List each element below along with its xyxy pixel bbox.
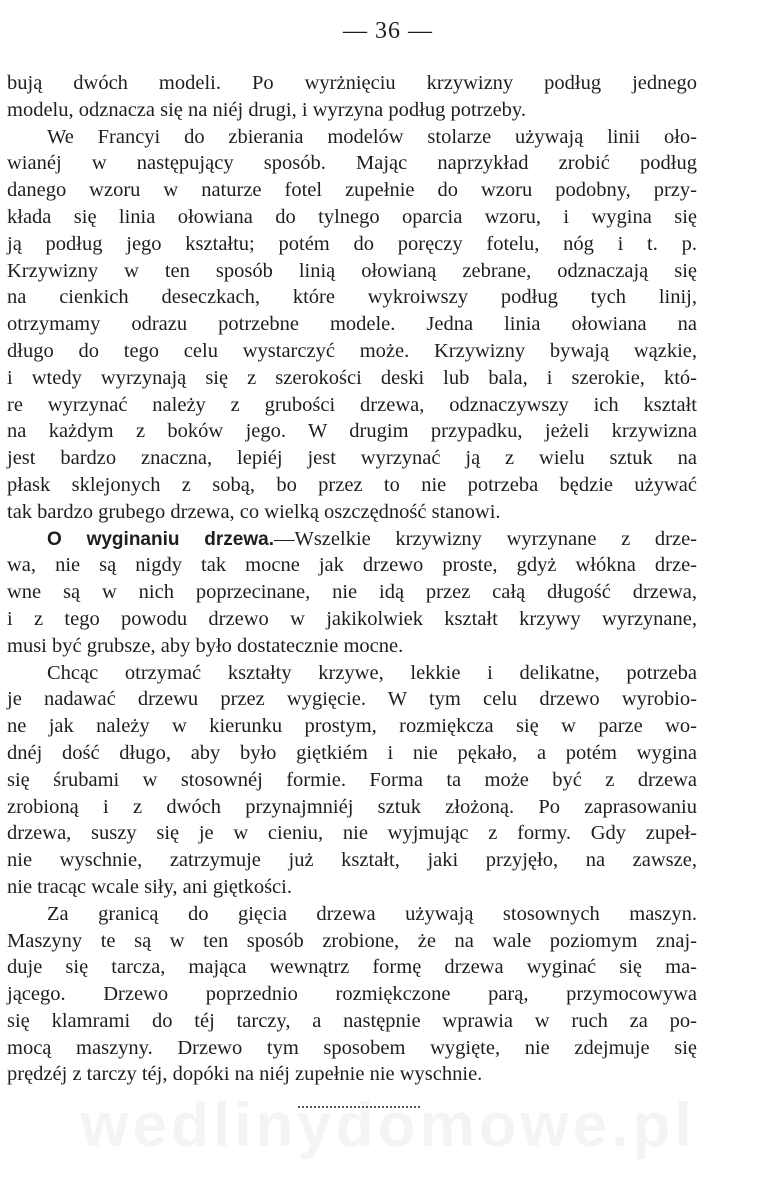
text-line [7,445,697,472]
line-text: ją podług jego kształtu; potém do poręczy fotelu, nóg i t. p. [7,232,697,255]
text-line [7,311,697,338]
line-text: wne są w nich poprzecinane, nie idą przez całą długość drzewa, [7,581,697,604]
text-line [7,499,697,526]
text-line [7,767,697,794]
text-line [7,606,697,633]
text-line [7,686,697,713]
text-line [7,526,697,553]
line-text: Krzywizny w ten sposób linią ołowianą zebrane, odznaczają się [7,259,697,282]
watermark [0,1090,776,1161]
text-line [7,365,697,392]
line-text: na każdym z boków jego. W drugim przypadku, jeżeli krzywizna [7,420,697,443]
line-text: re wyrzynać należy z grubości drzewa, odznaczywszy ich kształt [7,393,697,416]
paragraph [7,526,697,660]
text-line [7,231,697,258]
text-line [7,472,697,499]
line-text: prędzéj z tarczy téj, dopóki na niéj zupełnie nie wyschnie. [7,1063,483,1086]
line-text: się śrubami w stosownéj formie. Forma ta może być z drzewa [7,768,697,791]
line-text: zrobioną i z dwóch przynajmniéj sztuk złożoną. Po zaprasowaniu [7,795,697,818]
page-number: — 36 — [343,18,433,44]
text-line [7,70,697,97]
line-text: Chcąc otrzymać kształty krzywe, lekkie i delikatne, potrzeba [47,661,697,684]
line-text: nie wyschnie, zatrzymuje już kształt, jaki przyjęło, na zawsze, [7,849,697,872]
line-text: wianéj w następujący sposób. Mając naprzykład zrobić podług [7,152,697,175]
text-line [7,847,697,874]
line-text: Maszyny te są w ten sposób zrobione, że na wale poziomym znaj- [7,929,697,952]
line-text: duje się tarcza, mająca wewnątrz formę drzewa wyginać się ma- [7,956,697,979]
text-line [7,633,697,660]
body-text [7,70,697,1088]
text-line [7,177,697,204]
text-line [7,97,697,124]
line-text: i z tego powodu drzewo w jakikolwiek kształt krzywy wyrzynane, [7,607,697,630]
line-text: na cienkich deseczkach, które wykroiwszy podług tych linij, [7,286,697,309]
line-text: kłada się linia ołowiana do tylnego oparcia wzoru, i wygina się [7,205,697,228]
text-line [7,392,697,419]
text-line [7,1008,697,1035]
paragraph [7,70,697,124]
text-line [7,981,697,1008]
text-line [7,284,697,311]
line-text: wa, nie są nigdy tak mocne jak drzewo proste, gdyż włókna drze- [7,554,697,577]
line-text: jest bardzo znaczna, lepiéj jest wyrzynać ją z wielu sztuk na [7,447,697,470]
line-text: drzewa, suszy się je w cieniu, nie wyjmując z formy. Gdy zupeł- [7,822,697,845]
line-text: długo do tego celu wystarczyć może. Krzywizny bywają wązkie, [7,339,697,362]
line-text: musi być grubsze, aby było dostatecznie mocne. [7,634,404,657]
line-text: danego wzoru w naturze fotel zupełnie do wzoru podobny, przy- [7,179,697,202]
text-line [7,660,697,687]
line-text: jącego. Drzewo poprzednio rozmiękczone parą, przymocowywa [7,983,697,1006]
text-line [7,418,697,445]
text-line [7,740,697,767]
text-line [7,150,697,177]
line-text: bują dwóch modeli. Po wyrżnięciu krzywizny podług jednego [7,72,697,94]
line-text: je nadawać drzewu przez wygięcie. W tym celu drzewo wyrobio- [7,688,697,711]
text-line [7,794,697,821]
line-text: i wtedy wyrzynają się z szerokości deski lub bala, i szerokie, któ- [7,366,697,389]
text-line [7,258,697,285]
text-line [7,874,697,901]
paragraph [7,660,697,901]
paragraph [7,124,697,526]
text-line [7,579,697,606]
line-text: nie tracąc wcale siły, ani giętkości. [7,875,292,898]
text-line [7,954,697,981]
line-text: —Wszelkie krzywizny wyrzynane z drze- [273,527,698,550]
text-line [7,1035,697,1062]
text-line [7,820,697,847]
line-text: płask sklejonych z sobą, bo przez to nie potrzeba będzie używać [7,473,697,496]
text-line [7,552,697,579]
line-text: się klamrami do téj tarczy, a następnie wprawia w ruch za po- [7,1009,697,1032]
text-line [7,713,697,740]
line-text: tak bardzo grubego drzewa, co wielką oszczędność stanowi. [7,500,501,523]
line-text: mocą maszyny. Drzewo tym sposobem wygięte, nie zdejmuje się [7,1036,697,1059]
line-text: modelu, odznacza się na niéj drugi, i wyrzyna podług potrzeby. [7,98,526,121]
line-text: otrzymamy odrazu potrzebne modele. Jedna linia ołowiana na [7,313,697,336]
text-line [7,338,697,365]
text-line [7,204,697,231]
text-line [7,928,697,955]
paragraph [7,901,697,1089]
text-line [7,124,697,151]
line-text: Za granicą do gięcia drzewa używają stosownych maszyn. [47,902,697,925]
text-line [7,1061,697,1088]
line-text: We Francyi do zbierania modelów stolarze używają linii oło- [47,125,697,148]
line-text: ne jak należy w kierunku prostym, rozmiękcza się w parze wo- [7,715,697,738]
section-heading: O wyginaniu drzewa. [47,528,274,550]
text-line [7,901,697,928]
line-text: dnéj dość długo, aby było giętkiém i nie pękało, a potém wygina [7,741,697,764]
